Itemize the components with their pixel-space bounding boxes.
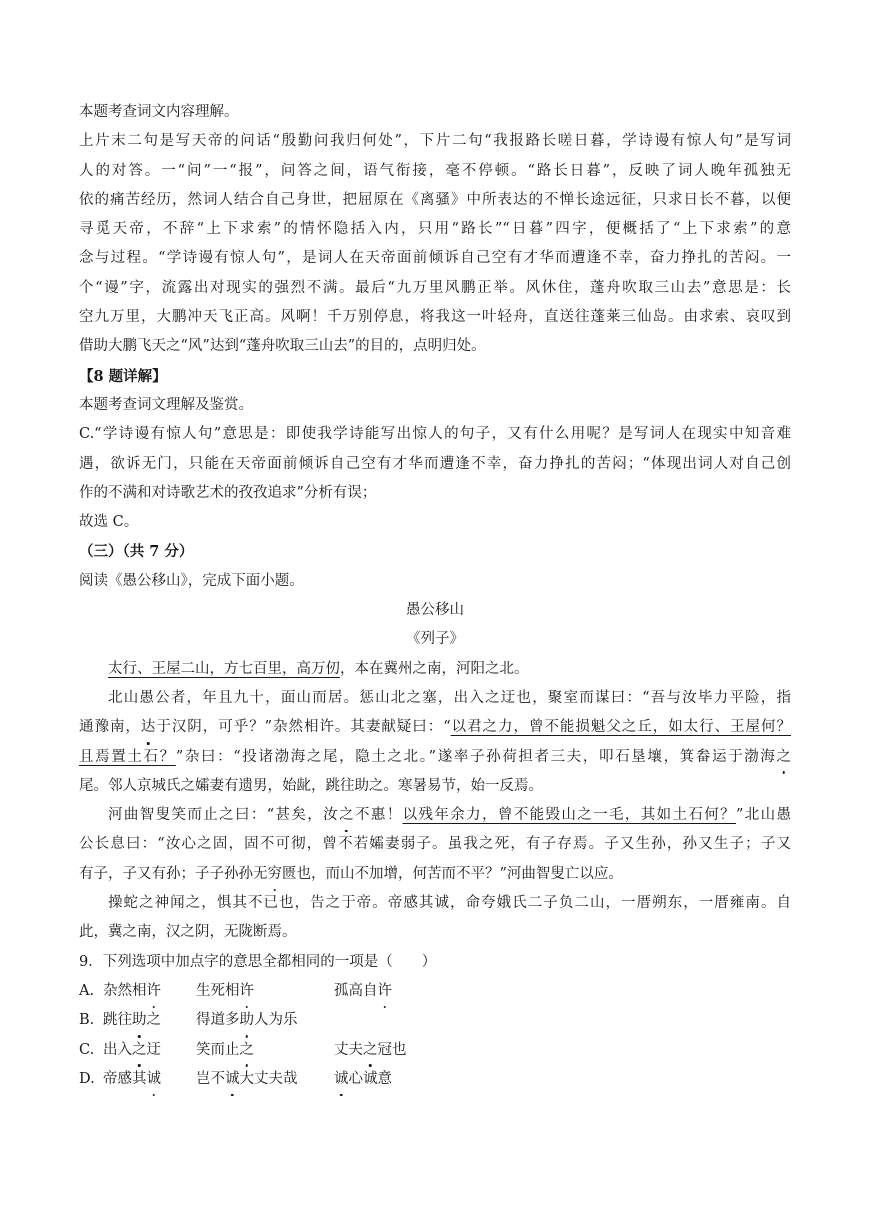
dotted-char: 诚 [147,1065,162,1094]
question-8-heading: 【8 题详解】 [79,367,167,385]
section-intro: 阅读《愚公移山》，完成下面小题。 [79,572,304,589]
paragraph-line: 个“谩”字，流露出对现实的强烈不满。最后“九万里风鹏正举。风休住，蓬舟吹取三山去”意思是：长 [79,279,791,296]
option-item: 丈夫之冠也 [334,1036,534,1065]
option-item: 杂然相许 [103,977,196,1006]
option-item: 生死相许 [196,977,334,1006]
paragraph-line: 本题考查词文理解及鉴赏。 [79,396,253,413]
paragraph-line: 借助大鹏飞天之“风”达到“蓬舟吹取三山去”的目的，点明归处。 [79,338,486,355]
option-item: 出入之迂 [103,1036,196,1065]
paragraph-line: 念与过程。“学诗谩有惊人句”，是词人在天帝面前倾诉自己空有才华而遭逢不幸，奋力挣扎的苦闷。一 [79,250,791,267]
dotted-char: 许 [240,977,255,1006]
paragraph-line: 人的对答。一“问”一“报”，问答之间，语气衔接，毫不停顿。“路长日暮”，反映了词人晚年孤独无 [79,162,791,179]
dotted-char: 助 [240,1006,255,1035]
document-body [79,98,791,1094]
dotted-char: 之 [240,1036,255,1065]
text-span: 有子，子又有孙；子子孙孙无 [79,865,268,882]
text-span: ”杂曰：“投诸渤海之尾，隐土之北。”遂率子孙荷担者三夫，叩石垦壤，箕畚运于渤海 [175,748,777,765]
passage-line: 尾。邻人京城氏之孀妻有遗男，始龀，跳往助之。寒暑易节，始一反焉。 [79,777,543,794]
dotted-char: 之 [132,1036,147,1065]
passage-paragraph-1 [79,655,791,684]
dotted-char: 许 [147,977,162,1006]
text-span: 于汉阴，可乎？”杂然相许。其妻献疑曰：“ [155,719,451,736]
dotted-char: 许 [378,977,393,1006]
paragraph-line: 遇，欲诉无门，只能在天帝面前倾诉自己空有才华而遭逢不幸，奋力挣扎的苦闷；“体现出词人对自己创 [79,455,791,472]
passage-paragraph-4: 操蛇之神闻之，惧其不已也，告之于帝。帝感其诚，命夸娥氏二子负二山，一厝朔东，一厝雍南。自 [108,895,791,912]
option-item: 孤高自许 [334,977,534,1006]
dotted-char: 助 [132,1006,147,1035]
option-d[interactable] [79,1065,791,1094]
text-span: ，本在冀州之南，河阳之北。 [340,660,529,677]
paragraph-line: 作的不满和对诗歌艺术的孜孜追求”分析有误； [79,484,377,501]
dotted-char: 诚 [225,1065,240,1094]
dotted-char: 达 [141,713,156,742]
passage-line [79,743,791,772]
dotted-char: 穷 [268,860,283,889]
option-b[interactable] [79,1006,791,1035]
text-span: 不惠！ [353,807,403,824]
underlined-sentence: 以残年余力，曾不能毁山之一毛，其如土石何？ [402,807,736,824]
paragraph-line: 空九万里，大鹏冲天飞正高。风啊！千万别停息，将我这一叶轻舟，直送往蓬莱三仙岛。由求索、哀叹到 [79,309,791,326]
passage-line [79,860,791,889]
option-label: D. [79,1070,95,1087]
option-item: 帝感其诚 [103,1065,196,1094]
dotted-char: 诚 [334,1065,349,1094]
option-label: A. [79,982,95,999]
option-item: 笑而止之 [196,1036,334,1065]
dotted-char: 之 [777,743,792,772]
passage-line: 此，冀之南，汉之阴，无陇断焉。 [79,924,297,941]
text-span: ”北山愚 [735,807,792,824]
paragraph-line: 上片末二句是写天帝的问话“殷勤问我归何处”，下片二句“我报路长嗟日暮，学诗谩有惊人句”是写词 [79,133,791,150]
option-label: B. [79,1012,95,1029]
option-a[interactable] [79,977,791,1006]
passage-paragraph-2: 北山愚公者，年且九十，面山而居。惩山北之塞，出入之迂也，聚室而谋曰：“吾与汝毕力平险，指 [108,689,791,706]
paragraph-line: 寻觅天帝，不辞“上下求索”的情怀隐括入内，只用“路长”“日暮”四字，便概括了“上下求索”的意 [79,221,791,238]
option-c[interactable] [79,1036,791,1065]
text-span: 匮也，而山不加增，何苦而不平？”河曲智叟亡以应。 [282,865,623,882]
passage-line [79,713,791,742]
option-item: 岂不诚大丈夫哉 [196,1065,334,1094]
paragraph-line: 依的痛苦经历，然词人结合自己身世，把屈原在《离骚》中所表达的不惮长途远征，只求日长不暮，以便 [79,191,791,208]
underlined-sentence: 且焉置土石？ [79,748,176,765]
answer-line: 故选 C。 [79,514,139,531]
section-3-heading: （三）（共 7 分） [79,543,194,561]
passage-title: 愚公移山 [406,602,464,619]
option-item: 诚心诚意 [334,1065,534,1094]
passage-paragraph-3 [79,801,791,830]
underlined-sentence: 以君之力，曾不能损魁父之丘，如太行、王屋何？ [450,719,792,736]
dotted-char: 之 [339,801,354,830]
passage-line: 公长息曰：“汝心之固，固不可彻，曾不若孀妻弱子。虽我之死，有子存焉。子又生孙，孙又生子；子又 [79,836,791,853]
paragraph-line: C.“学诗谩有惊人句”意思是：即使我学诗能写出惊人的句子，又有什么用呢？是写词人在现实中知音难 [79,426,791,443]
passage-author: 《列子》 [406,631,464,648]
paragraph-line: 本题考查词文内容理解。 [79,104,239,120]
text-span: 通豫南， [79,719,141,736]
option-label: C. [79,1041,95,1058]
underlined-sentence: 太行、王屋二山，方七百里，高万仞 [108,660,340,677]
option-item: 得道多助人为乐 [196,1006,334,1035]
question-9-stem: 9．下列选项中加点字的意思全都相同的一项是（ ） [79,953,437,970]
text-span: 河曲智叟笑而止之曰：“甚矣，汝 [108,807,340,824]
dotted-char: 之 [363,1036,378,1065]
option-item: 跳往助之 [103,1006,196,1035]
